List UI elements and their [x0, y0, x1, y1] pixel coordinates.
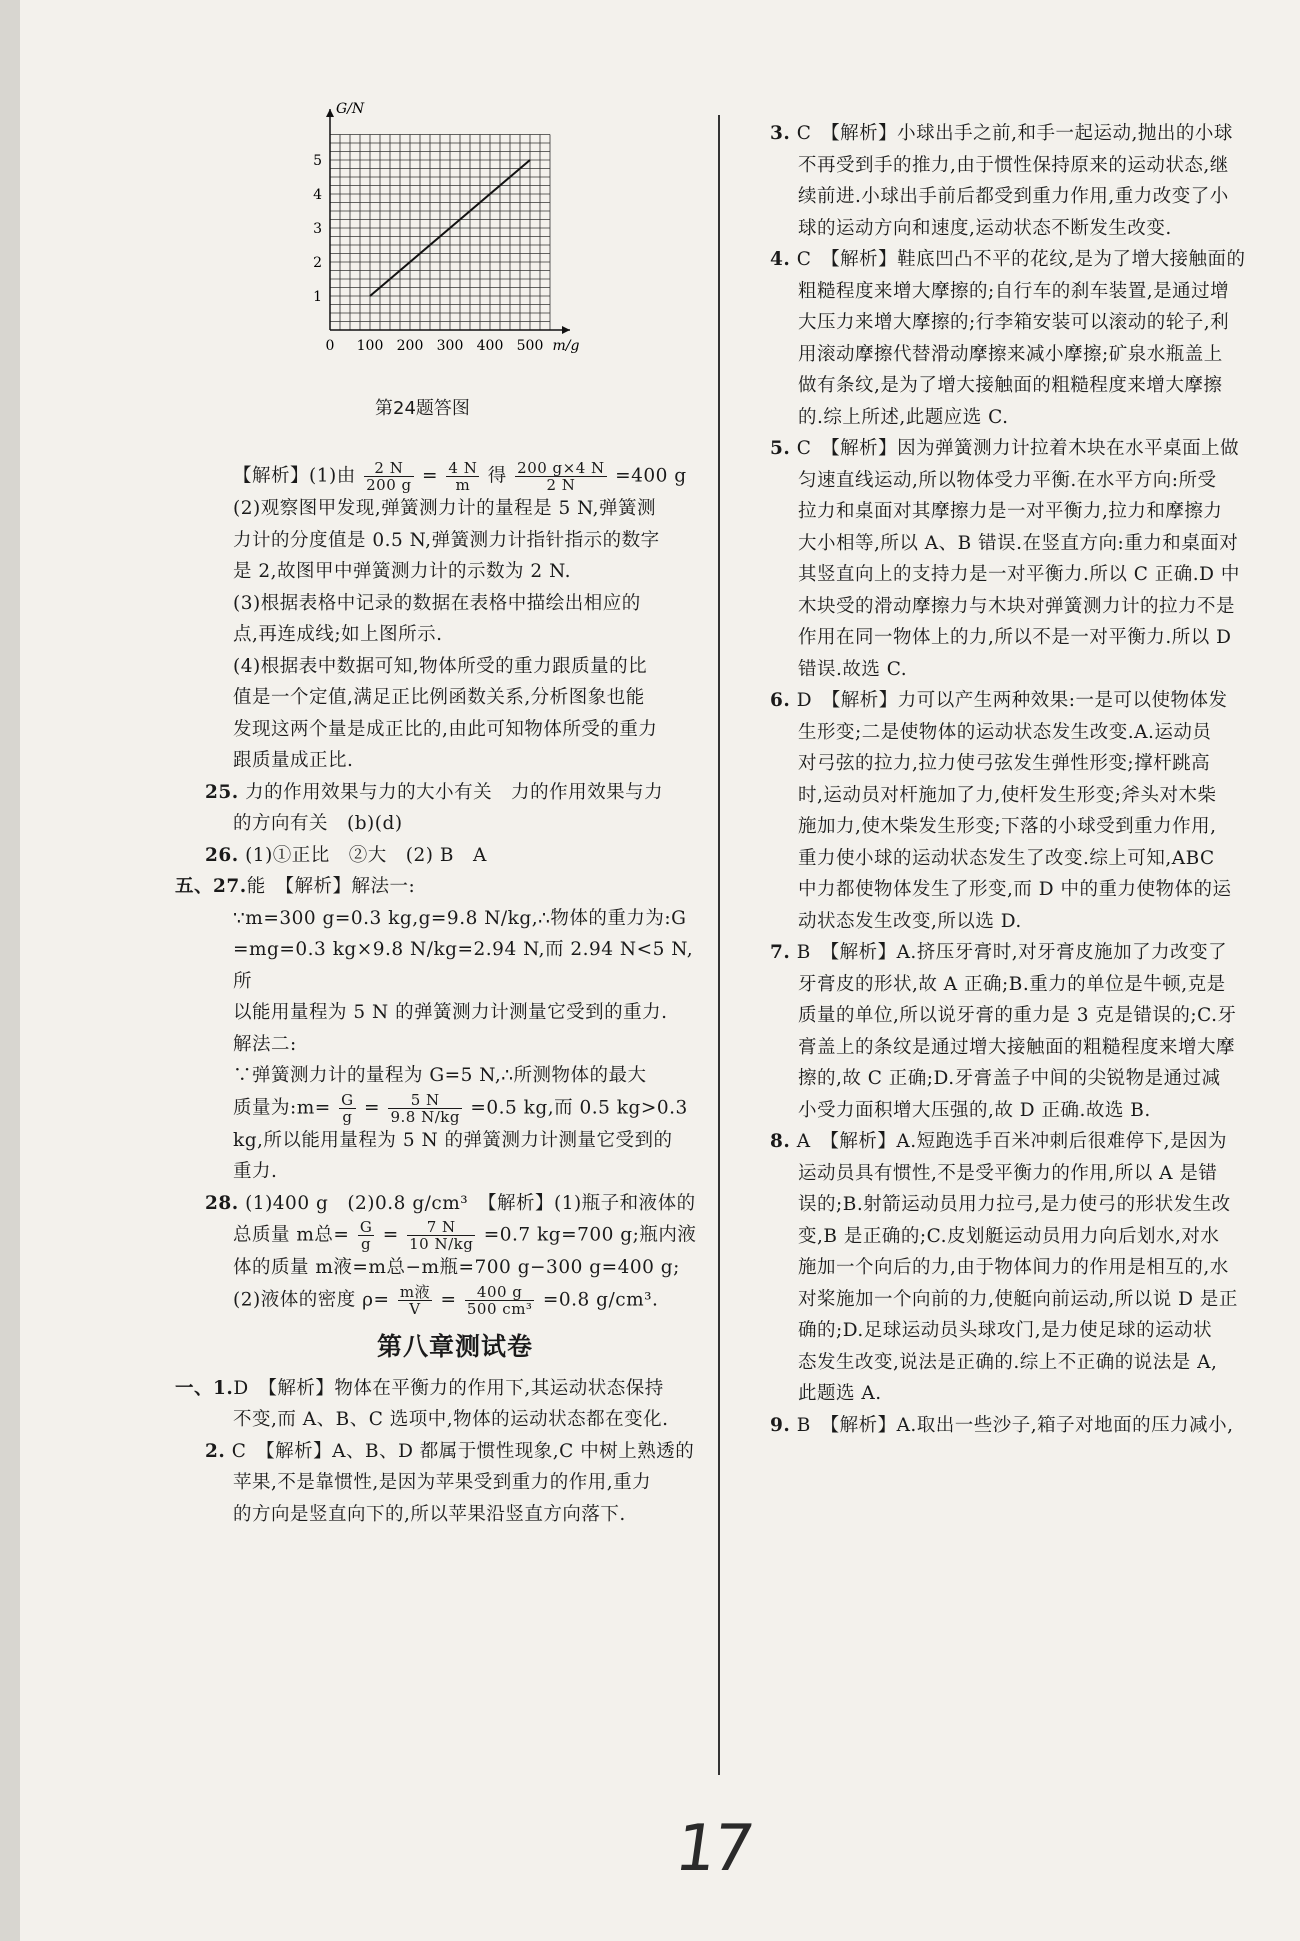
x-tick-label: 100: [356, 338, 384, 354]
text-line: [770, 1347, 1290, 1379]
text-line: [770, 528, 1290, 560]
line-text: 不再受到手的推力,由于惯性保持原来的运动状态,继: [798, 154, 1229, 176]
text-line: [770, 307, 1290, 339]
column-divider: [718, 115, 720, 1775]
text-line: [770, 1189, 1290, 1221]
text-line: 的方向有关 (b)(d): [233, 813, 403, 834]
fraction: $\frac{400 g}{\text{500 cm³}}$: [466, 1282, 533, 1318]
text-line: [770, 1063, 1290, 1095]
line-text: 做有条纹,是为了增大接触面的粗糙程度来增大摩擦: [798, 375, 1223, 396]
line-text: 错误.故选 C.: [798, 658, 908, 680]
line-text: 运动员具有惯性,不是受平衡力的作用,所以 A 是错: [798, 1162, 1218, 1184]
text-line: [770, 1378, 1290, 1410]
item-number: 7.: [770, 942, 791, 963]
x-axis-arrow: [562, 326, 570, 334]
line-text: 生形变;二是使物体的运动状态发生改变.A.运动员: [798, 721, 1212, 743]
fraction: $\frac{2 N}{200 g}$: [366, 459, 412, 494]
line-text: 重力使小球的运动状态发生了改变.综上可知,ABC: [798, 847, 1215, 869]
text-line: [770, 1000, 1290, 1032]
x-tick-label: 0: [325, 338, 335, 354]
line-text: 续前进.小球出手前后都受到重力作用,重力改变了小: [798, 186, 1229, 207]
q28-answer: 28. (1)400 g (2)0.8 g/cm³ 【解析】(1)瓶子和液体的: [205, 1192, 696, 1214]
chart-caption: 第24题答图: [375, 398, 470, 419]
text-line: [770, 1095, 1290, 1127]
answer-item: [770, 244, 1290, 276]
answer-item: [770, 1126, 1290, 1158]
answer-item: [770, 685, 1290, 717]
text-line: [770, 181, 1290, 213]
text-line: [770, 276, 1290, 308]
line-text: 施加力,使木柴发生形变;下落的小球受到重力作用,: [798, 816, 1217, 837]
line-text: 匀速直线运动,所以物体受力平衡.在水平方向:所受: [798, 469, 1217, 491]
line-text: 质量的单位,所以说牙膏的重力是 3 克是错误的;C.牙: [798, 1005, 1237, 1026]
line-text: 粗糙程度来增大摩擦的;自行车的刹车装置,是通过增: [798, 280, 1230, 302]
line-text: 变,B 是正确的;C.皮划艇运动员用力向后划水,对水: [798, 1225, 1220, 1247]
answer-item: [770, 937, 1290, 969]
text-line: 解法二:: [233, 1033, 297, 1055]
text-line: 重力.: [233, 1161, 278, 1182]
line-text: 拉力和桌面对其摩擦力是一对平衡力,拉力和摩擦力: [798, 501, 1223, 522]
y-axis-label: G/N: [336, 101, 365, 117]
line-text: 作用在同一物体上的力,所以不是一对平衡力.所以 D: [798, 627, 1232, 648]
answer-item: [770, 1410, 1290, 1442]
q24-solution-1: 【解析】(1)由 $\frac{2 N}{200 g}$ = $\frac{4 N}{m}$ 得 $\frac{200 g\times 4 N}{2 N}$ =400 g: [233, 459, 687, 494]
y-tick-label: 2: [313, 255, 322, 271]
text-line: [770, 213, 1290, 245]
text-line: [770, 1032, 1290, 1064]
line-text: 时,运动员对杆施加了力,使杆发生形变;斧头对木柴: [798, 784, 1217, 806]
line-text: 球的运动方向和速度,运动状态不断发生改变.: [798, 217, 1172, 239]
line-text: C 【解析】鞋底凹凸不平的花纹,是为了增大接触面的: [796, 249, 1246, 270]
line-text: 确的;D.足球运动员头球攻门,是力使足球的运动状: [798, 1320, 1213, 1341]
g-m-chart: [300, 101, 620, 370]
text-line: [770, 150, 1290, 182]
text-line: [770, 1252, 1290, 1284]
text-line: kg,所以能用量程为 5 N 的弹簧测力计测量它受到的: [233, 1129, 673, 1151]
y-tick-label: 3: [313, 221, 322, 237]
line-text: 大小相等,所以 A、B 错误.在竖直方向:重力和桌面对: [798, 532, 1239, 554]
line-text: 大压力来增大摩擦的;行李箱安装可以滚动的轮子,利: [798, 312, 1230, 333]
q28-formula-1: 总质量 m总= $\frac{G}{g}$ = $\frac{7 N}{10 N/kg}$ =0.7 kg=700 g;瓶内液: [233, 1218, 697, 1253]
line-text: 用滚动摩擦代替滑动摩擦来减小摩擦;矿泉水瓶盖上: [798, 343, 1223, 365]
text-line: [770, 496, 1290, 528]
line-text: B 【解析】A.取出一些沙子,箱子对地面的压力减小,: [796, 1414, 1234, 1436]
text-line: 的方向是竖直向下的,所以苹果沿竖直方向落下.: [233, 1503, 626, 1525]
text-line: [770, 811, 1290, 843]
item-number: 6.: [770, 690, 791, 711]
item-number: 9.: [770, 1414, 791, 1436]
q27-formula: 质量为:m= $\frac{G}{g}$ = $\frac{5 N}{9.8 N/kg}$ =0.5 kg,而 0.5 kg>0.3: [233, 1090, 688, 1126]
y-tick-label: 5: [313, 153, 322, 169]
scan-edge: [0, 0, 20, 1941]
x-tick-label: 300: [436, 338, 464, 354]
item-number: 8.: [770, 1131, 791, 1152]
fraction: $\frac{G}{g}$: [359, 1218, 373, 1253]
text-line: [770, 969, 1290, 1001]
answer-item: [770, 433, 1290, 465]
c1-answer: 一、1.D 【解析】物体在平衡力的作用下,其运动状态保持: [175, 1377, 664, 1399]
line-text: B 【解析】A.挤压牙膏时,对牙膏皮施加了力改变了: [796, 942, 1228, 963]
text-line: [770, 843, 1290, 875]
text-line: 以能用量程为 5 N 的弹簧测力计测量它受到的重力.: [233, 1002, 668, 1023]
line-text: 中力都使物体发生了形变,而 D 中的重力使物体的运: [798, 879, 1232, 900]
item-number: 4.: [770, 249, 791, 270]
text-line: [770, 1315, 1290, 1347]
text-line: [770, 370, 1290, 402]
q26-answer: 26. (1)①正比 ②大 (2) B A: [205, 844, 487, 866]
line-text: 此题选 A.: [798, 1383, 882, 1404]
text-line: 苹果,不是靠惯性,是因为苹果受到重力的作用,重力: [233, 1472, 652, 1493]
text-line: ∵弹簧测力计的量程为 G=5 N,∴所测物体的最大: [233, 1065, 647, 1086]
line-text: 误的;B.射箭运动员用力拉弓,是力使弓的形状发生改: [798, 1194, 1231, 1215]
text-line: [770, 402, 1290, 434]
text-line: 点,再连成线;如上图所示.: [233, 624, 443, 645]
line-text: 膏盖上的条纹是通过增大接触面的粗糙程度来增大摩: [798, 1036, 1236, 1058]
text-line: [770, 559, 1290, 591]
q28-formula-2: (2)液体的密度 ρ= $\frac{\text{m液}}{V}$ = $\frac{400 g}{\text{500 cm³}}$ =0.8 g/cm³.: [233, 1282, 659, 1318]
text-line: [770, 748, 1290, 780]
x-tick-label: 400: [476, 338, 504, 354]
text-line: =mg=0.3 kg×9.8 N/kg=2.94 N,而 2.94 N<5 N,所: [233, 939, 694, 992]
line-text: 态发生改变,说法是正确的.综上不正确的说法是 A,: [798, 1351, 1218, 1373]
x-tick-label: 200: [396, 338, 424, 354]
line-text: A 【解析】A.短跑选手百米冲刺后很难停下,是因为: [796, 1131, 1227, 1152]
q25-answer: 25. 力的作用效果与力的大小有关 力的作用效果与力: [205, 781, 664, 803]
text-line: ∵m=300 g=0.3 kg,g=9.8 N/kg,∴物体的重力为:G: [233, 907, 687, 929]
line-text: 的.综上所述,此题应选 C.: [798, 406, 1009, 428]
line-text: C 【解析】小球出手之前,和手一起运动,抛出的小球: [796, 123, 1233, 144]
line-text: D 【解析】力可以产生两种效果:一是可以使物体发: [796, 690, 1228, 711]
fraction: $\frac{\text{m液}}{V}$: [399, 1282, 431, 1318]
x-tick-label: 500: [516, 338, 544, 354]
text-line: 值是一个定值,满足正比例函数关系,分析图象也能: [233, 687, 645, 708]
y-tick-label: 1: [313, 289, 322, 305]
y-axis-arrow: [326, 109, 334, 117]
x-axis-label: m/g: [552, 338, 580, 354]
line-text: 牙膏皮的形状,故 A 正确;B.重力的单位是牛顿,克是: [798, 973, 1226, 995]
fraction: $\frac{7 N}{10 N/kg}$: [409, 1218, 474, 1253]
text-line: 力计的分度值是 0.5 N,弹簧测力计指针指示的数字: [233, 529, 660, 551]
text-line: [770, 874, 1290, 906]
text-line: (2)观察图甲发现,弹簧测力计的量程是 5 N,弹簧测: [233, 498, 657, 519]
text-line: [770, 1221, 1290, 1253]
line-text: 小受力面积增大压强的,故 D 正确.故选 B.: [798, 1099, 1151, 1121]
line-text: 对桨施加一个向前的力,使艇向前运动,所以说 D 是正: [798, 1288, 1238, 1310]
answer-item: [770, 118, 1290, 150]
chapter-heading: 第八章测试卷: [376, 1331, 533, 1361]
fraction: $\frac{200 g\times 4 N}{2 N}$: [517, 459, 605, 494]
text-line: [770, 1158, 1290, 1190]
line-text: C 【解析】因为弹簧测力计拉着木块在水平桌面上做: [796, 438, 1240, 459]
line-text: 动状态发生改变,所以选 D.: [798, 910, 1022, 932]
text-line: [770, 780, 1290, 812]
text-line: (3)根据表格中记录的数据在表格中描绘出相应的: [233, 592, 641, 614]
q27-answer: 五、27.能 【解析】解法一:: [175, 876, 416, 897]
item-number: 5.: [770, 438, 791, 459]
text-line: 发现这两个量是成正比的,由此可知物体所受的重力: [233, 718, 658, 740]
left-column: [175, 459, 705, 1530]
line-text: 木块受的滑动摩擦力与木块对弹簧测力计的拉力不是: [798, 595, 1236, 617]
fraction: $\frac{5 N}{9.8 N/kg}$: [390, 1090, 460, 1126]
text-line: 跟质量成正比.: [233, 750, 354, 771]
text-line: 是 2,故图甲中弹簧测力计的示数为 2 N.: [233, 561, 571, 582]
text-line: [770, 717, 1290, 749]
line-text: 擦的,故 C 正确;D.牙膏盖子中间的尖锐物是通过减: [798, 1068, 1221, 1089]
text-line: [770, 906, 1290, 938]
text-line: [770, 654, 1290, 686]
fraction: $\frac{4 N}{m}$: [448, 459, 478, 494]
y-tick-label: 4: [313, 187, 322, 203]
line-text: 施加一个向后的力,由于物体间力的作用是相互的,水: [798, 1257, 1229, 1278]
text-line: [770, 622, 1290, 654]
text-line: 体的质量 m液=m总−m瓶=700 g−300 g=400 g;: [233, 1257, 680, 1278]
text-line: (4)根据表中数据可知,物体所受的重力跟质量的比: [233, 655, 648, 677]
text-line: [770, 465, 1290, 497]
text-line: [770, 339, 1290, 371]
handwritten-page-number: 17: [670, 1812, 755, 1886]
item-number: 3.: [770, 123, 791, 144]
fraction: $\frac{G}{g}$: [341, 1090, 354, 1126]
text-line: [770, 1284, 1290, 1316]
line-text: 对弓弦的拉力,拉力使弓弦发生弹性形变;撑杆跳高: [798, 753, 1211, 774]
text-line: 不变,而 A、B、C 选项中,物体的运动状态都在变化.: [233, 1409, 669, 1430]
text-line: [770, 591, 1290, 623]
line-text: 其竖直向上的支持力是一对平衡力.所以 C 正确.D 中: [798, 564, 1240, 585]
right-column: [770, 118, 1290, 1441]
c2-answer: 2. C 【解析】A、B、D 都属于惯性现象,C 中树上熟透的: [205, 1440, 695, 1462]
